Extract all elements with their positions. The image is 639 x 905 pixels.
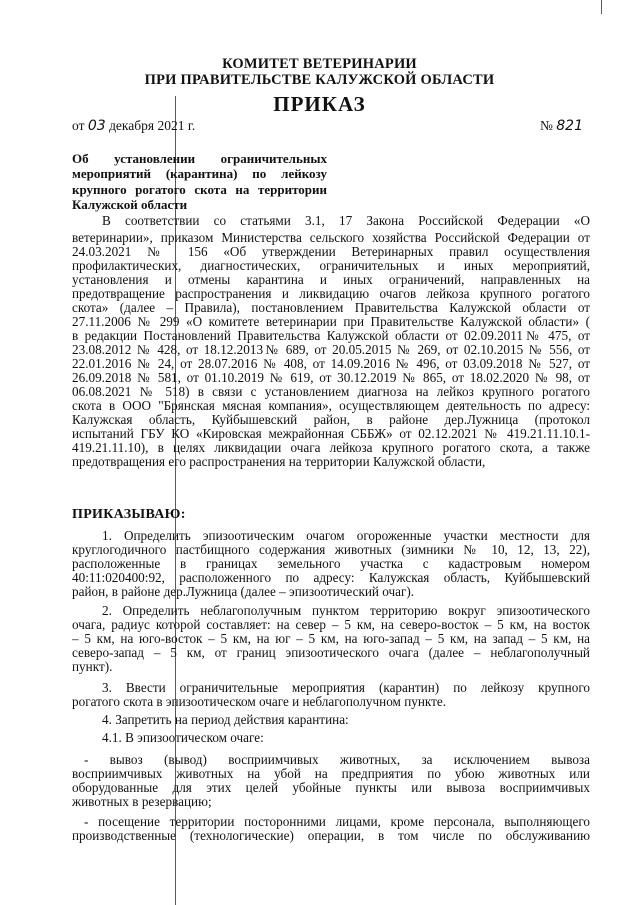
body-line: северо-запад – 5 км, от границ эпизоотического очага (далее – неблагополучный: [72, 645, 590, 660]
org-name-line1: КОМИТЕТ ВЕТЕРИНАРИИ: [222, 56, 417, 72]
document-subject: Об установлении ограничительных мероприятий (карантина) по лейкозу крупного рогатого скота на территории Калужской области: [72, 151, 327, 212]
body-line: восприимчивых животных на убой на предприятия по убою животных или: [72, 766, 590, 781]
body-line: район, в районе дер.Лужница (далее – эпизоотический очаг).: [72, 584, 415, 599]
body-line: расположенные в границах земельного участка с кадастровым номером: [72, 556, 590, 571]
body-line: профилактических, диагностических, ограничительных и иных мероприятий,: [72, 258, 590, 273]
body-line: 4.1. В эпизоотическом очаге:: [102, 730, 264, 745]
date-rest: декабря 2021 г.: [109, 118, 196, 133]
body-line: предотвращение распространения и ликвидацию очагов лейкоза крупного рогатого: [72, 286, 590, 301]
body-line: 26.09.2018 № 581, от 01.10.2019 № 619, от 30.12.2019 № 865, от 18.02.2020 № 98, от: [72, 370, 590, 385]
body-line: 2. Определить неблагополучным пунктом территорию вокруг эпизоотического: [102, 603, 590, 618]
org-name-line2: ПРИ ПРАВИТЕЛЬСТВЕ КАЛУЖСКОЙ ОБЛАСТИ: [144, 72, 495, 88]
body-line: очага, радиус которой составляет: на север – 5 км, на северо-восток – 5 км, на восток: [72, 617, 590, 632]
document-title: ПРИКАЗ: [273, 92, 366, 116]
number-prefix: №: [540, 118, 553, 133]
body-line: 27.11.2006 № 299 «О комитете ветеринарии при Правительстве Калужской области» (: [72, 314, 590, 329]
body-line: – 5 км, на юго-восток – 5 км, на юг – 5 км, на юго-запад – 5 км, на запад – 5 км, на: [72, 631, 590, 646]
body-line: 24.03.2021 № 156 «Об утверждении Ветеринарных правил осуществления: [72, 244, 590, 259]
body-line: скота» (далее – Правила), постановлением Правительства Калужской области от: [72, 300, 590, 315]
body-line: 3. Ввести ограничительные мероприятия (карантин) по лейкозу крупного: [102, 680, 590, 695]
body-line: предотвращения его распространения на территории Калужской области,: [72, 454, 486, 469]
body-line: рогатого скота в эпизоотическом очаге и неблагополучном пункте.: [72, 694, 447, 709]
body-line: Калужская область, Куйбышевский район, в районе дер.Лужница (протокол: [72, 412, 590, 427]
date-prefix: от: [72, 118, 85, 133]
document-number: [540, 118, 583, 134]
body-line: 23.08.2012 № 428, от 18.12.2013№ 689, от 20.05.2015 № 269, от 02.10.2015 № 556, от: [72, 342, 590, 357]
body-line: пункт).: [72, 659, 113, 674]
number-handwritten: 821: [556, 118, 583, 134]
body-line: установления и отмены карантина и иных ограничений, направленных на: [72, 272, 590, 287]
scan-edge-mark: [601, 0, 602, 14]
body-line: ветеринарии», приказом Министерства сельского хозяйства Российской Федерации от: [72, 230, 590, 245]
body-line: производственные (технологические) операции, в том числе по обслуживанию: [72, 828, 590, 843]
body-line: 4. Запретить на период действия карантина:: [102, 712, 349, 727]
order-heading: ПРИКАЗЫВАЮ:: [72, 507, 186, 522]
body-line: 40:11:020400:92, расположенного по адресу: Калужская область, Куйбышевский: [72, 570, 590, 585]
date-day-handwritten: 03: [87, 118, 106, 134]
body-line: 22.01.2016 № 24, от 28.07.2016 № 408, от 14.09.2016 № 496, от 03.09.2018 № 527, от: [72, 356, 590, 371]
body-line: - вывоз (вывод) восприимчивых животных, за исключением вывоза: [84, 752, 590, 767]
body-line: круглогодичного пастбищного содержания животных (зимники № 10, 12, 13, 22),: [72, 542, 590, 557]
document-date: [72, 118, 195, 134]
body-line: В соответствии со статьями 3.1, 17 Закона Российской Федерации «О: [102, 213, 590, 228]
body-line: оборудованные для этих целей убойные пункты или вывоза восприимчивых: [72, 780, 590, 795]
body-line: животных в резервацию;: [72, 794, 212, 809]
body-line: испытаний ГБУ КО «Кировская межрайонная СББЖ» от 02.12.2021 № 419.21.11.10.1-: [72, 426, 590, 441]
body-line: скота в ООО "Брянская мясная компания», осуществляющем деятельность по адресу:: [72, 398, 590, 413]
body-line: 419.21.11.10), в целях ликвидации очага лейкоза крупного рогатого скота, а также: [72, 440, 590, 455]
body-line: - посещение территории посторонними лицами, кроме персонала, выполняющего: [84, 814, 590, 829]
body-line: 1. Определить эпизоотическим очагом огороженные участки местности для: [102, 528, 590, 543]
body-line: в редакции Постановлений Правительства Калужской области от 02.09.2011№ 475, от: [72, 328, 590, 343]
body-line: 06.08.2021 № 518) в связи с установлением диагноза на лейкоз крупного рогатого: [72, 384, 590, 399]
